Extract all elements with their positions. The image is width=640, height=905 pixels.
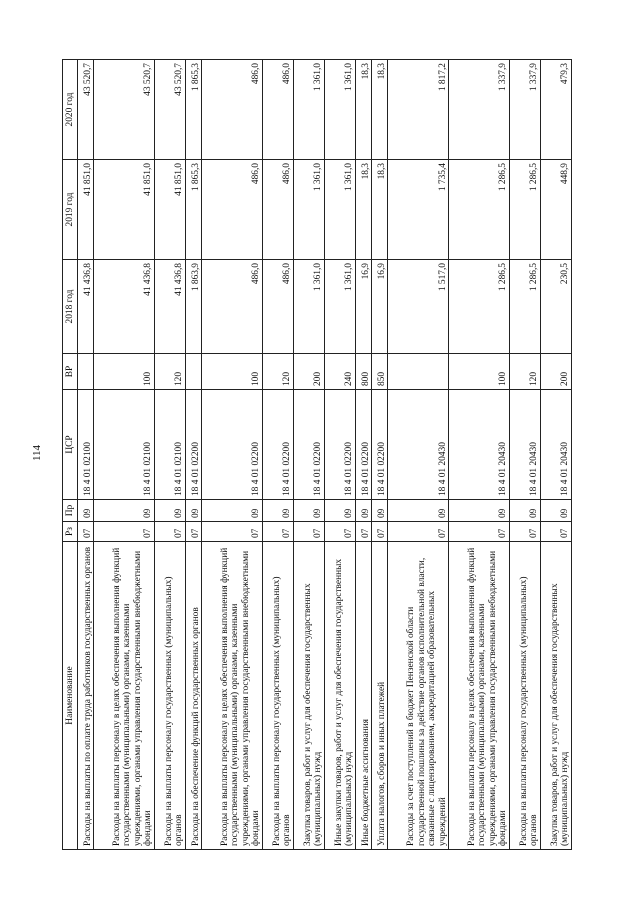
cell-2019: 1 361,0 <box>293 160 324 260</box>
cell-subsection: 09 <box>262 500 293 522</box>
cell-name: Расходы на выплаты персоналу в целях обеспечения выполнения функций государственными (муниципальными) органами, казенными учреждениями, органами управления государственными внебюджетными фондами <box>449 542 510 850</box>
table-row <box>78 60 94 850</box>
cell-section: 07 <box>262 522 293 542</box>
cell-expense-type: 120 <box>154 354 185 390</box>
column-header-2020: 2020 год <box>63 60 78 160</box>
cell-2020: 486,0 <box>262 60 293 160</box>
cell-expense-type: 200 <box>293 354 324 390</box>
cell-subsection: 09 <box>293 500 324 522</box>
cell-2018: 1 361,0 <box>324 260 355 354</box>
cell-section: 07 <box>154 522 185 542</box>
cell-2020: 1 337,9 <box>509 60 540 160</box>
cell-name: Закупка товаров, работ и услуг для обеспечения государственных (муниципальных) нужд <box>540 542 571 850</box>
table-row <box>202 60 263 850</box>
cell-2019: 1 286,5 <box>449 160 510 260</box>
cell-name: Расходы за счет поступлений в бюджет Пензенской области государственной пошлины за действие органов исполнительной власти, связанные с лицензированием, аккредитацией образовательных учреждений <box>388 542 449 850</box>
cell-section: 07 <box>94 522 155 542</box>
cell-2020: 43 520,7 <box>154 60 185 160</box>
table-row <box>356 60 372 850</box>
column-header-section: Рз <box>63 522 78 542</box>
cell-section: 07 <box>185 522 201 542</box>
cell-subsection: 09 <box>372 500 388 522</box>
cell-2019: 18,3 <box>356 160 372 260</box>
cell-2018: 1 517,0 <box>388 260 449 354</box>
cell-2019: 41 851,0 <box>154 160 185 260</box>
cell-target-article: 18 4 01 02200 <box>324 390 355 500</box>
cell-subsection: 09 <box>540 500 571 522</box>
cell-2020: 1 865,3 <box>185 60 201 160</box>
cell-2018: 16,9 <box>356 260 372 354</box>
cell-section: 07 <box>356 522 372 542</box>
cell-target-article: 18 4 01 02200 <box>356 390 372 500</box>
cell-subsection: 09 <box>324 500 355 522</box>
cell-target-article: 18 4 01 02200 <box>293 390 324 500</box>
cell-2019: 448,9 <box>540 160 571 260</box>
column-header-expense-type: ВР <box>63 354 78 390</box>
cell-2020: 43 520,7 <box>78 60 94 160</box>
cell-expense-type: 100 <box>449 354 510 390</box>
rotated-page-content <box>62 60 572 850</box>
cell-name: Иные бюджетные ассигнования <box>356 542 372 850</box>
column-header-name: Наименование <box>63 542 78 850</box>
cell-2020: 1 817,2 <box>388 60 449 160</box>
cell-2018: 16,9 <box>372 260 388 354</box>
cell-subsection: 09 <box>94 500 155 522</box>
cell-2019: 1 286,5 <box>509 160 540 260</box>
cell-2018: 1 286,5 <box>449 260 510 354</box>
cell-subsection: 09 <box>356 500 372 522</box>
cell-2019: 486,0 <box>262 160 293 260</box>
cell-name: Расходы на выплаты персоналу в целях обеспечения выполнения функций государственными (муниципальными) органами, казенными учреждениями, органами управления государственными внебюджетными фондами <box>94 542 155 850</box>
cell-2020: 1 361,0 <box>293 60 324 160</box>
cell-2018: 486,0 <box>202 260 263 354</box>
cell-target-article: 18 4 01 20430 <box>509 390 540 500</box>
cell-section: 07 <box>372 522 388 542</box>
cell-target-article: 18 4 01 02100 <box>78 390 94 500</box>
cell-expense-type <box>388 354 449 390</box>
cell-section: 07 <box>78 522 94 542</box>
table-row <box>509 60 540 850</box>
cell-expense-type: 850 <box>372 354 388 390</box>
cell-section: 07 <box>509 522 540 542</box>
cell-name: Иные закупки товаров, работ и услуг для обеспечения государственных (муниципальных) нужд <box>324 542 355 850</box>
cell-target-article: 18 4 01 02200 <box>202 390 263 500</box>
cell-2018: 230,5 <box>540 260 571 354</box>
cell-expense-type: 120 <box>262 354 293 390</box>
cell-expense-type: 100 <box>94 354 155 390</box>
cell-target-article: 18 4 01 20430 <box>388 390 449 500</box>
cell-2020: 479,3 <box>540 60 571 160</box>
table-row <box>185 60 201 850</box>
cell-name: Расходы на выплаты персоналу государственных (муниципальных) органов <box>509 542 540 850</box>
table-row <box>293 60 324 850</box>
cell-expense-type <box>78 354 94 390</box>
cell-name: Расходы на выплаты персоналу в целях обеспечения выполнения функций государственными (муниципальными) органами, казенными учреждениями, органами управления государственными внебюджетными фондами <box>202 542 263 850</box>
column-header-2018: 2018 год <box>63 260 78 354</box>
cell-name: Уплата налогов, сборов и иных платежей <box>372 542 388 850</box>
cell-2018: 1 863,9 <box>185 260 201 354</box>
cell-2018: 41 436,8 <box>94 260 155 354</box>
cell-2020: 18,3 <box>356 60 372 160</box>
cell-section: 07 <box>202 522 263 542</box>
cell-subsection: 09 <box>202 500 263 522</box>
table-row <box>324 60 355 850</box>
column-header-subsection: Пр <box>63 500 78 522</box>
cell-2019: 41 851,0 <box>78 160 94 260</box>
cell-section: 07 <box>324 522 355 542</box>
cell-target-article: 18 4 01 02200 <box>372 390 388 500</box>
cell-section: 07 <box>293 522 324 542</box>
cell-2020: 43 520,7 <box>94 60 155 160</box>
cell-section: 07 <box>540 522 571 542</box>
cell-subsection: 09 <box>449 500 510 522</box>
table-header <box>63 60 78 850</box>
cell-expense-type: 240 <box>324 354 355 390</box>
table-row <box>540 60 571 850</box>
cell-expense-type: 200 <box>540 354 571 390</box>
cell-2020: 486,0 <box>202 60 263 160</box>
table-row <box>449 60 510 850</box>
cell-subsection: 09 <box>185 500 201 522</box>
cell-name: Расходы на обеспечение функций государственных органов <box>185 542 201 850</box>
cell-expense-type: 100 <box>202 354 263 390</box>
cell-target-article: 18 4 01 02100 <box>94 390 155 500</box>
cell-2019: 1 735,4 <box>388 160 449 260</box>
page-number: 114 <box>31 444 43 462</box>
cell-2019: 486,0 <box>202 160 263 260</box>
cell-expense-type: 800 <box>356 354 372 390</box>
cell-2019: 1 865,3 <box>185 160 201 260</box>
cell-name: Закупка товаров, работ и услуг для обеспечения государственных (муниципальных) нужд <box>293 542 324 850</box>
cell-target-article: 18 4 01 02200 <box>185 390 201 500</box>
table-row <box>94 60 155 850</box>
cell-target-article: 18 4 01 02100 <box>154 390 185 500</box>
cell-target-article: 18 4 01 02200 <box>262 390 293 500</box>
cell-2018: 41 436,8 <box>78 260 94 354</box>
cell-section: 07 <box>388 522 449 542</box>
cell-2019: 18,3 <box>372 160 388 260</box>
cell-2020: 1 361,0 <box>324 60 355 160</box>
cell-target-article: 18 4 01 20430 <box>540 390 571 500</box>
cell-2018: 1 361,0 <box>293 260 324 354</box>
cell-subsection: 09 <box>388 500 449 522</box>
cell-subsection: 09 <box>509 500 540 522</box>
table-row <box>154 60 185 850</box>
table-body <box>78 60 572 850</box>
table-row <box>262 60 293 850</box>
cell-target-article: 18 4 01 20430 <box>449 390 510 500</box>
cell-name: Расходы на выплаты по оплате труда работников государственных органов <box>78 542 94 850</box>
cell-section: 07 <box>449 522 510 542</box>
cell-2019: 1 361,0 <box>324 160 355 260</box>
cell-2018: 41 436,8 <box>154 260 185 354</box>
table-row <box>372 60 388 850</box>
cell-expense-type <box>185 354 201 390</box>
cell-expense-type: 120 <box>509 354 540 390</box>
cell-name: Расходы на выплаты персоналу государственных (муниципальных) органов <box>154 542 185 850</box>
column-header-target-article: ЦСР <box>63 390 78 500</box>
cell-subsection: 09 <box>154 500 185 522</box>
cell-2019: 41 851,0 <box>94 160 155 260</box>
cell-2020: 1 337,9 <box>449 60 510 160</box>
cell-subsection: 09 <box>78 500 94 522</box>
budget-table <box>62 59 572 850</box>
cell-2018: 1 286,5 <box>509 260 540 354</box>
table-row <box>388 60 449 850</box>
cell-2018: 486,0 <box>262 260 293 354</box>
cell-name: Расходы на выплаты персоналу государственных (муниципальных) органов <box>262 542 293 850</box>
cell-2020: 18,3 <box>372 60 388 160</box>
header-row <box>63 60 78 850</box>
column-header-2019: 2019 год <box>63 160 78 260</box>
